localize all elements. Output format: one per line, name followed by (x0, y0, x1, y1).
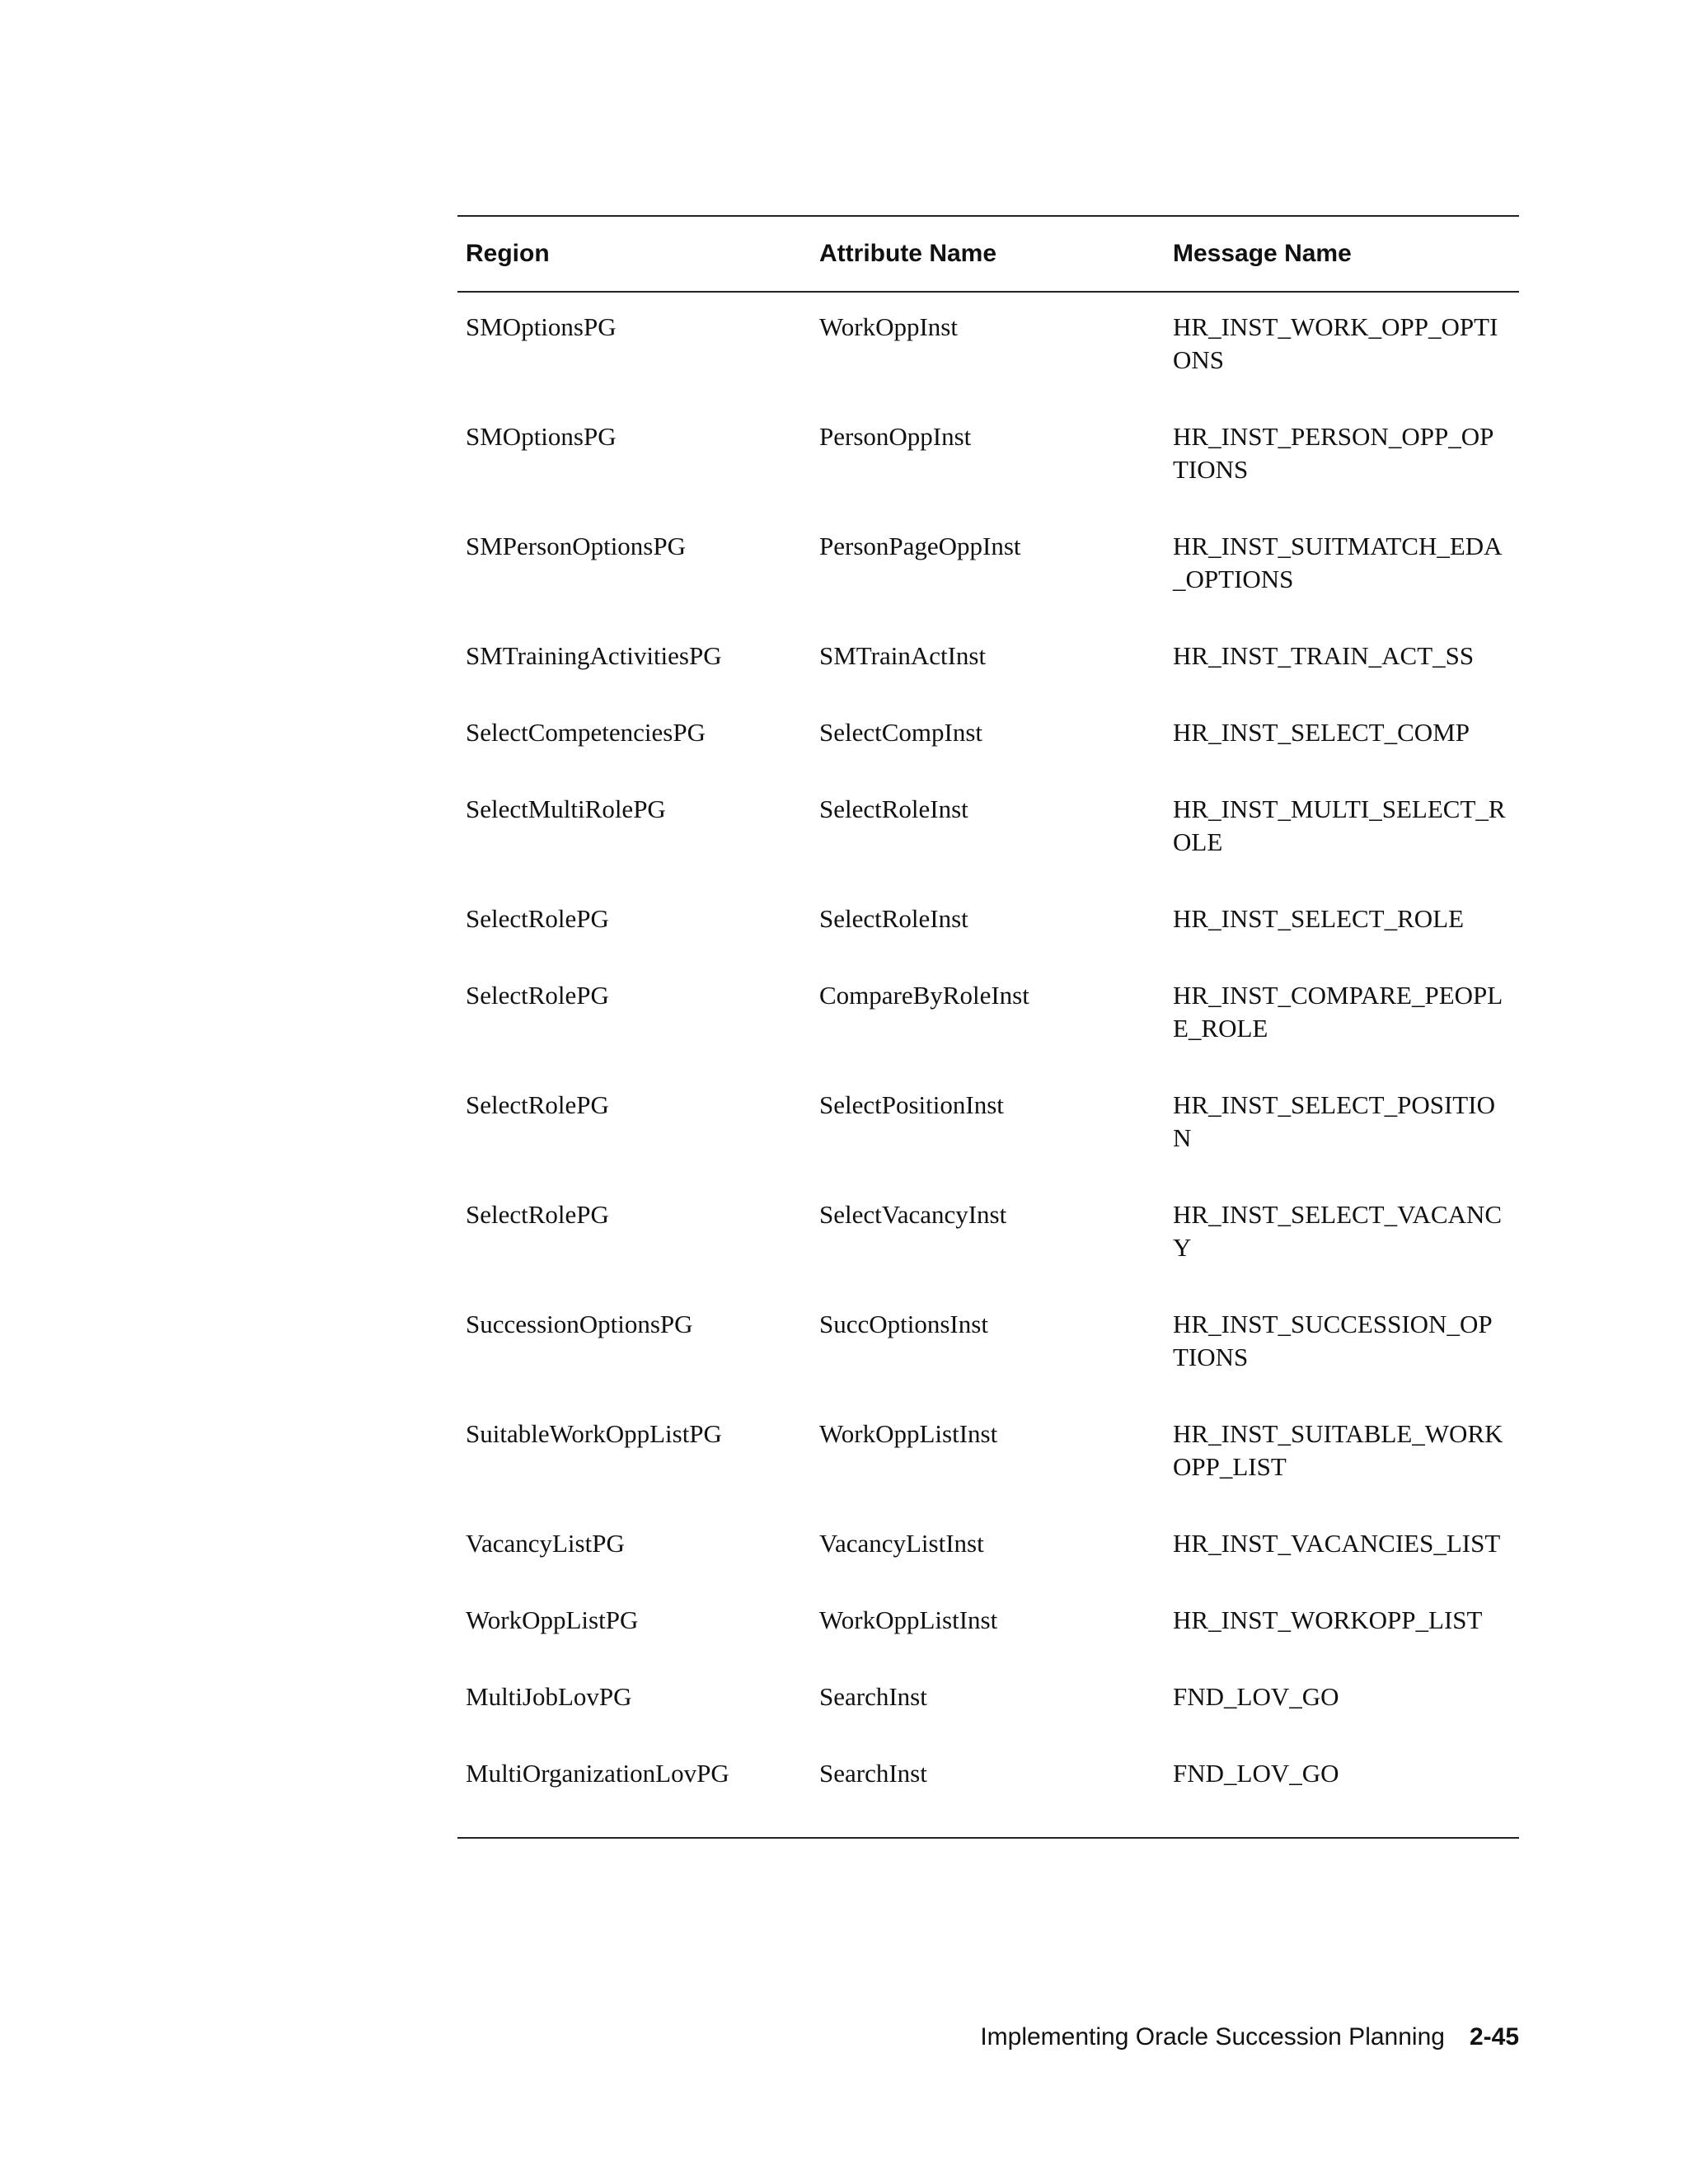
table-row (457, 311, 1519, 420)
table-row (457, 793, 1519, 902)
cell-attribute: SMTrainActInst (819, 641, 987, 670)
cell-attribute: SuccOptionsInst (819, 1310, 988, 1338)
cell-attribute: SelectCompInst (819, 718, 983, 747)
table-row (457, 1089, 1519, 1198)
table-row (457, 1418, 1519, 1527)
cell-attribute: WorkOppListInst (819, 1605, 998, 1634)
table-row (457, 530, 1519, 640)
table-row (457, 1757, 1519, 1834)
cell-attribute: CompareByRoleInst (819, 981, 1029, 1010)
cell-attribute: SearchInst (819, 1682, 927, 1711)
table-row (457, 1527, 1519, 1604)
page-number: 2-45 (1469, 2023, 1519, 2050)
header-message-name: Message Name (1173, 240, 1352, 267)
cell-message: HR_INST_TRAIN_ACT_SS (1173, 641, 1475, 670)
table-row (457, 716, 1519, 793)
table-row (457, 1604, 1519, 1680)
cell-region: SMOptionsPG (466, 422, 617, 451)
cell-message: FND_LOV_GO (1173, 1682, 1339, 1711)
cell-region: SMPersonOptionsPG (466, 532, 686, 560)
table-row (457, 1680, 1519, 1757)
cell-message: HR_INST_SELECT_VACANCY (1173, 1200, 1503, 1262)
cell-region: SuitableWorkOppListPG (466, 1419, 722, 1448)
table-bottom-rule (457, 1837, 1519, 1839)
cell-region: SelectCompetenciesPG (466, 718, 706, 747)
cell-attribute: SearchInst (819, 1759, 927, 1788)
cell-message: HR_INST_SUITABLE_WORKOPP_LIST (1173, 1419, 1503, 1481)
header-region: Region (466, 240, 550, 267)
cell-message: HR_INST_PERSON_OPP_OPTIONS (1173, 422, 1494, 484)
footer-title: Implementing Oracle Succession Planning (980, 2023, 1445, 2050)
cell-message: HR_INST_WORKOPP_LIST (1173, 1605, 1483, 1634)
cell-region: MultiOrganizationLovPG (466, 1759, 729, 1788)
table-row (457, 420, 1519, 530)
cell-attribute: WorkOppInst (819, 312, 958, 341)
cell-attribute: SelectRoleInst (819, 794, 968, 823)
cell-message: HR_INST_VACANCIES_LIST (1173, 1529, 1501, 1558)
cell-region: SelectRolePG (466, 904, 609, 933)
cell-region: SelectRolePG (466, 1200, 609, 1229)
cell-message: HR_INST_SELECT_POSITION (1173, 1090, 1495, 1152)
header-attribute-name: Attribute Name (819, 240, 997, 267)
table-row (457, 979, 1519, 1089)
cell-region: MultiJobLovPG (466, 1682, 632, 1711)
table-body (457, 293, 1519, 1837)
cell-message: HR_INST_COMPARE_PEOPLE_ROLE (1173, 981, 1503, 1043)
cell-region: SelectMultiRolePG (466, 794, 666, 823)
cell-region: SMOptionsPG (466, 312, 617, 341)
cell-message: HR_INST_SUCCESSION_OPTIONS (1173, 1310, 1493, 1371)
message-table (457, 215, 1519, 1839)
cell-message: HR_INST_SELECT_COMP (1173, 718, 1470, 747)
table-row (457, 902, 1519, 979)
cell-region: SMTrainingActivitiesPG (466, 641, 722, 670)
cell-attribute: PersonPageOppInst (819, 532, 1021, 560)
cell-region: WorkOppListPG (466, 1605, 639, 1634)
cell-message: HR_INST_SELECT_ROLE (1173, 904, 1465, 933)
table-row (457, 1198, 1519, 1308)
table-row (457, 640, 1519, 716)
cell-attribute: PersonOppInst (819, 422, 972, 451)
table-row (457, 1308, 1519, 1418)
cell-region: SelectRolePG (466, 981, 609, 1010)
cell-attribute: SelectPositionInst (819, 1090, 1004, 1119)
cell-attribute: WorkOppListInst (819, 1419, 998, 1448)
cell-region: SelectRolePG (466, 1090, 609, 1119)
cell-message: HR_INST_MULTI_SELECT_ROLE (1173, 794, 1506, 856)
cell-attribute: SelectVacancyInst (819, 1200, 1007, 1229)
cell-attribute: SelectRoleInst (819, 904, 968, 933)
cell-message: FND_LOV_GO (1173, 1759, 1339, 1788)
page-footer (980, 2023, 1519, 2051)
cell-region: SuccessionOptionsPG (466, 1310, 693, 1338)
table-header-row (457, 217, 1519, 293)
cell-region: VacancyListPG (466, 1529, 625, 1558)
cell-message: HR_INST_SUITMATCH_EDA_OPTIONS (1173, 532, 1503, 593)
cell-message: HR_INST_WORK_OPP_OPTIONS (1173, 312, 1498, 374)
cell-attribute: VacancyListInst (819, 1529, 984, 1558)
